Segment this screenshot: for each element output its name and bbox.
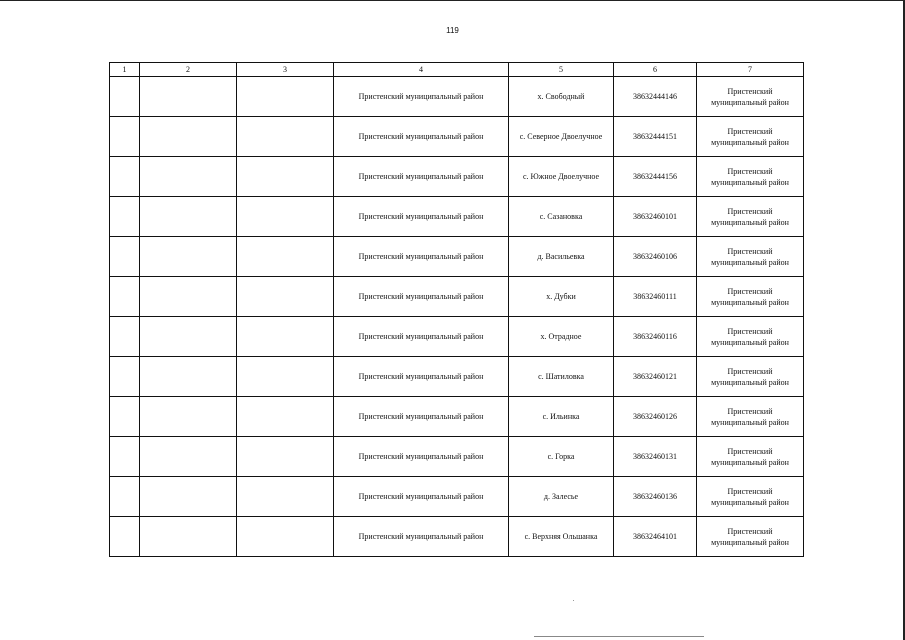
table-cell-col-7: Пристенский муниципальный район: [697, 77, 804, 117]
table-cell-col-4: Пристенский муниципальный район: [334, 437, 509, 477]
table-cell-col-1: [110, 117, 140, 157]
table-cell-col-1: [110, 277, 140, 317]
table-cell-col-5: с. Южное Двоелучное: [509, 157, 614, 197]
table-cell-col-6: 38632464101: [614, 517, 697, 557]
table-cell-col-1: [110, 357, 140, 397]
table-cell-col-3: [237, 517, 334, 557]
table-cell-col-3: [237, 437, 334, 477]
table-cell-col-1: [110, 477, 140, 517]
table-cell-col-3: [237, 277, 334, 317]
table-cell-col-5: х. Свободный: [509, 77, 614, 117]
table-cell-col-5: с. Горка: [509, 437, 614, 477]
table-cell-col-1: [110, 77, 140, 117]
table-cell-col-6: 38632460126: [614, 397, 697, 437]
table-row: [110, 317, 804, 357]
table-cell-col-4: Пристенский муниципальный район: [334, 237, 509, 277]
column-header-1: 1: [110, 63, 140, 77]
table-cell-col-1: [110, 517, 140, 557]
table-cell-col-6: 38632444151: [614, 117, 697, 157]
table-cell-col-7: Пристенский муниципальный район: [697, 317, 804, 357]
table-cell-col-6: 38632460116: [614, 317, 697, 357]
table-cell-col-6: 38632460136: [614, 477, 697, 517]
table-cell-col-3: [237, 117, 334, 157]
table-cell-col-5: х. Дубки: [509, 277, 614, 317]
table-cell-col-2: [140, 357, 237, 397]
table-cell-col-5: с. Северное Двоелучное: [509, 117, 614, 157]
table-cell-col-5: д. Васильевка: [509, 237, 614, 277]
scan-bottom-line: [534, 636, 704, 637]
table-cell-col-3: [237, 397, 334, 437]
table-cell-col-6: 38632460111: [614, 277, 697, 317]
table-cell-col-3: [237, 157, 334, 197]
table-cell-col-4: Пристенский муниципальный район: [334, 397, 509, 437]
table-cell-col-7: Пристенский муниципальный район: [697, 397, 804, 437]
table-cell-col-1: [110, 157, 140, 197]
scan-border-top: [0, 0, 905, 1]
table-row: [110, 117, 804, 157]
table-cell-col-2: [140, 157, 237, 197]
table-cell-col-2: [140, 197, 237, 237]
table-cell-col-6: 38632460131: [614, 437, 697, 477]
table-cell-col-7: Пристенский муниципальный район: [697, 517, 804, 557]
table-cell-col-4: Пристенский муниципальный район: [334, 157, 509, 197]
table-header-row: [110, 63, 804, 77]
table-row: [110, 397, 804, 437]
table-cell-col-4: Пристенский муниципальный район: [334, 197, 509, 237]
table-cell-col-6: 38632444156: [614, 157, 697, 197]
table-cell-col-7: Пристенский муниципальный район: [697, 157, 804, 197]
scan-speck: [573, 600, 574, 601]
table-cell-col-2: [140, 397, 237, 437]
table-cell-col-7: Пристенский муниципальный район: [697, 357, 804, 397]
table-cell-col-1: [110, 397, 140, 437]
table-cell-col-1: [110, 437, 140, 477]
table-cell-col-6: 38632444146: [614, 77, 697, 117]
table-row: [110, 437, 804, 477]
column-header-2: 2: [140, 63, 237, 77]
table-cell-col-3: [237, 197, 334, 237]
table-cell-col-3: [237, 317, 334, 357]
table-row: [110, 277, 804, 317]
table-cell-col-5: д. Залесье: [509, 477, 614, 517]
table-cell-col-5: с. Сазановка: [509, 197, 614, 237]
table-cell-col-5: с. Шатиловка: [509, 357, 614, 397]
table-cell-col-2: [140, 77, 237, 117]
table-row: [110, 237, 804, 277]
table-cell-col-2: [140, 437, 237, 477]
table-cell-col-7: Пристенский муниципальный район: [697, 237, 804, 277]
table-row: [110, 77, 804, 117]
table-cell-col-4: Пристенский муниципальный район: [334, 357, 509, 397]
column-header-5: 5: [509, 63, 614, 77]
table-cell-col-6: 38632460106: [614, 237, 697, 277]
table-row: [110, 197, 804, 237]
table-cell-col-1: [110, 317, 140, 357]
table-cell-col-5: с. Ильинка: [509, 397, 614, 437]
table-cell-col-6: 38632460121: [614, 357, 697, 397]
table-cell-col-1: [110, 237, 140, 277]
table-cell-col-5: х. Отрадное: [509, 317, 614, 357]
table-cell-col-6: 38632460101: [614, 197, 697, 237]
table-cell-col-4: Пристенский муниципальный район: [334, 117, 509, 157]
table-cell-col-7: Пристенский муниципальный район: [697, 477, 804, 517]
column-header-6: 6: [614, 63, 697, 77]
table-cell-col-3: [237, 477, 334, 517]
table-cell-col-7: Пристенский муниципальный район: [697, 197, 804, 237]
table-cell-col-4: Пристенский муниципальный район: [334, 517, 509, 557]
table-cell-col-2: [140, 477, 237, 517]
table-cell-col-2: [140, 517, 237, 557]
table-row: [110, 477, 804, 517]
table-cell-col-2: [140, 317, 237, 357]
table-cell-col-2: [140, 117, 237, 157]
table-row: [110, 357, 804, 397]
table-cell-col-7: Пристенский муниципальный район: [697, 437, 804, 477]
table-row: [110, 517, 804, 557]
data-table: [109, 62, 804, 557]
column-header-3: 3: [237, 63, 334, 77]
table-cell-col-4: Пристенский муниципальный район: [334, 477, 509, 517]
page-number: 119: [446, 26, 459, 35]
table-cell-col-4: Пристенский муниципальный район: [334, 277, 509, 317]
table-body: [110, 77, 804, 557]
table-cell-col-4: Пристенский муниципальный район: [334, 77, 509, 117]
column-header-4: 4: [334, 63, 509, 77]
table-cell-col-7: Пристенский муниципальный район: [697, 117, 804, 157]
table-cell-col-1: [110, 197, 140, 237]
table-cell-col-7: Пристенский муниципальный район: [697, 277, 804, 317]
table-cell-col-2: [140, 277, 237, 317]
column-header-7: 7: [697, 63, 804, 77]
table-row: [110, 157, 804, 197]
table-cell-col-4: Пристенский муниципальный район: [334, 317, 509, 357]
table-cell-col-2: [140, 237, 237, 277]
table-cell-col-5: с. Верхняя Ольшанка: [509, 517, 614, 557]
table-cell-col-3: [237, 77, 334, 117]
table-cell-col-3: [237, 237, 334, 277]
table-cell-col-3: [237, 357, 334, 397]
